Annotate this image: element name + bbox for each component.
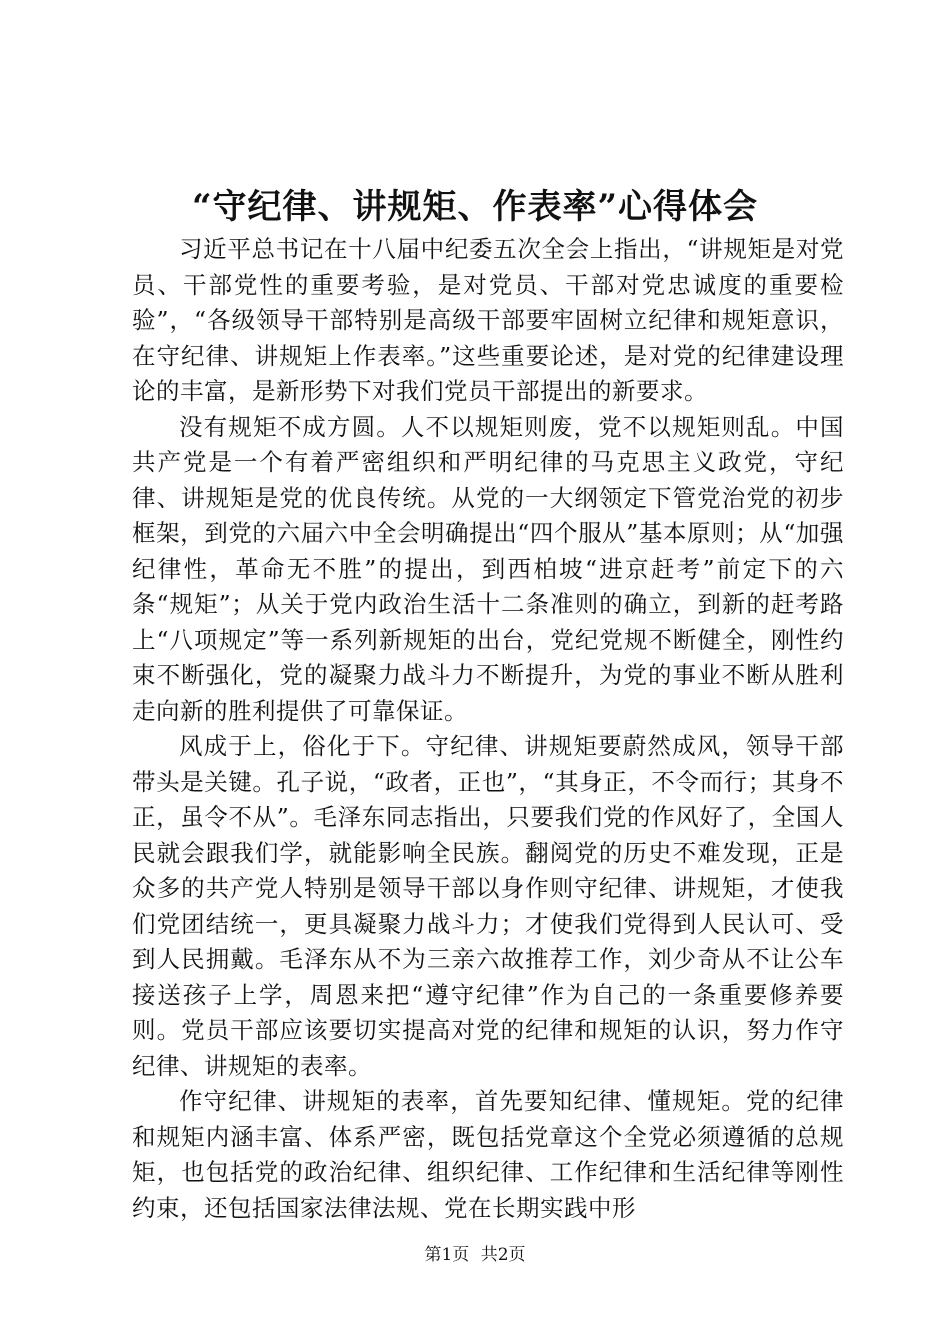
document-title: “守纪律、讲规矩、作表率”心得体会	[191, 187, 759, 227]
document-body	[132, 232, 844, 1226]
page-total: 共2页	[480, 1245, 526, 1265]
paragraph-2: 没有规矩不成方圆。人不以规矩则废，党不以规矩则乱。中国共产党是一个有着严密组织和严明纪律的马克思主义政党，守纪律、讲规矩是党的优良传统。从党的一大纲领定下管党治党的初步框架，到党的六届六中全会明确提出“四个服从”基本原则；从“加强纪律性，革命无不胜”的提出，到西柏坡“进京赶考”前定下的六条“规矩”；从关于党内政治生活十二条准则的确立，到新的赶考路上“八项规定”等一系列新规矩的出台，党纪党规不断健全，刚性约束不断强化，党的凝聚力战斗力不断提升，为党的事业不断从胜利走向新的胜利提供了可靠保证。	[132, 412, 844, 725]
paragraph-1: 习近平总书记在十八届中纪委五次全会上指出，“讲规矩是对党员、干部党性的重要考验，是对党员、干部对党忠诚度的重要检验”，“各级领导干部特别是高级干部要牢固树立纪律和规矩意识，在守纪律、讲规矩上作表率。”这些重要论述，是对党的纪律建设理论的丰富，是新形势下对我们党员干部提出的新要求。	[132, 235, 844, 405]
paragraph-3: 风成于上，俗化于下。守纪律、讲规矩要蔚然成风，领导干部带头是关键。孔子说，“政者，正也”，“其身正，不令而行；其身不正，虽令不从”。毛泽东同志指出，只要我们党的作风好了，全国人民就会跟我们学，就能影响全民族。翻阅党的历史不难发现，正是众多的共产党人特别是领导干部以身作则守纪律、讲规矩，才使我们党团结统一，更具凝聚力战斗力；才使我们党得到人民认可、受到人民拥戴。毛泽东从不为三亲六故推荐工作，刘少奇从不让公车接送孩子上学，周恩来把“遵守纪律”作为自己的一条重要修养要则。党员干部应该要切实提高对党的纪律和规矩的认识，努力作守纪律、讲规矩的表率。	[132, 732, 844, 1080]
page-footer	[0, 1243, 950, 1267]
page-number: 第1页	[424, 1245, 470, 1265]
paragraph-4: 作守纪律、讲规矩的表率，首先要知纪律、懂规矩。党的纪律和规矩内涵丰富、体系严密，既包括党章这个全党必须遵循的总规矩，也包括党的政治纪律、组织纪律、工作纪律和生活纪律等刚性约束，还包括国家法律法规、党在长期实践中形	[132, 1087, 844, 1222]
